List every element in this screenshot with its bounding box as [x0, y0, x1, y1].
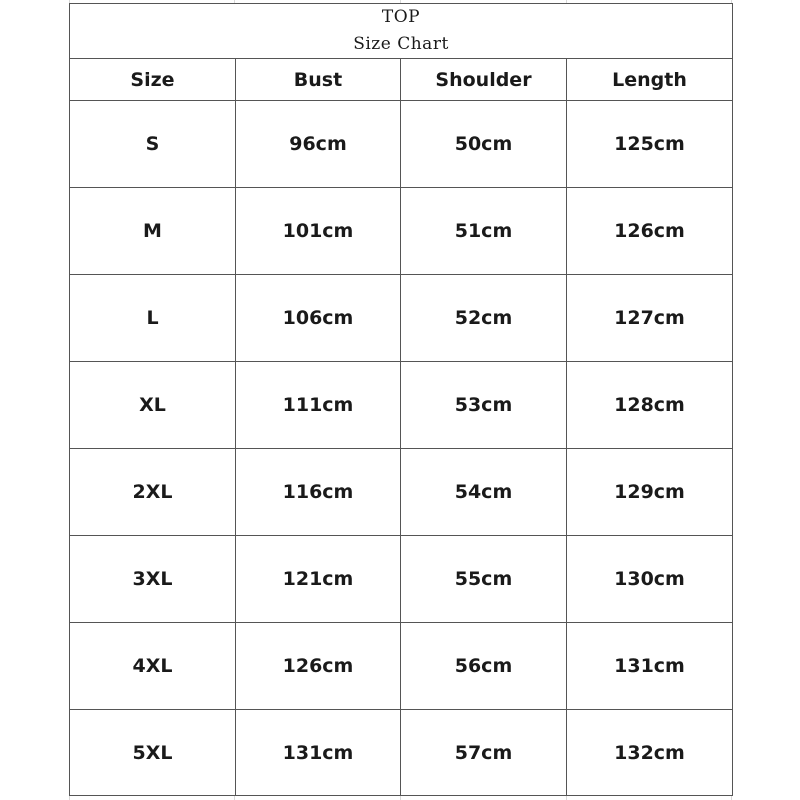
- shoulder-cell: 57cm: [401, 710, 567, 796]
- table-row: [70, 362, 733, 449]
- length-cell: 128cm: [567, 362, 733, 449]
- table-row: [70, 101, 733, 188]
- bust-cell: 126cm: [236, 623, 401, 710]
- size-chart-table: [69, 3, 733, 796]
- length-cell: 126cm: [567, 188, 733, 275]
- shoulder-cell: 54cm: [401, 449, 567, 536]
- table-row: [70, 623, 733, 710]
- bust-cell: 96cm: [236, 101, 401, 188]
- table-row: [70, 188, 733, 275]
- chart-title: TOP: [381, 7, 421, 27]
- size-cell: 2XL: [70, 449, 236, 536]
- bust-cell: 101cm: [236, 188, 401, 275]
- length-cell: 127cm: [567, 275, 733, 362]
- length-cell: 125cm: [567, 101, 733, 188]
- length-cell: 130cm: [567, 536, 733, 623]
- shoulder-cell: 56cm: [401, 623, 567, 710]
- table-row: [70, 449, 733, 536]
- size-cell: 5XL: [70, 710, 236, 796]
- bust-cell: 106cm: [236, 275, 401, 362]
- shoulder-cell: 55cm: [401, 536, 567, 623]
- shoulder-cell: 50cm: [401, 101, 567, 188]
- size-cell: L: [70, 275, 236, 362]
- column-header-length: Length: [567, 59, 733, 101]
- bust-cell: 121cm: [236, 536, 401, 623]
- table-row: [70, 710, 733, 796]
- length-cell: 131cm: [567, 623, 733, 710]
- column-header-size: Size: [70, 59, 236, 101]
- chart-title-cell: [70, 4, 733, 59]
- chart-subtitle: Size Chart: [353, 34, 449, 54]
- size-cell: XL: [70, 362, 236, 449]
- length-cell: 129cm: [567, 449, 733, 536]
- length-cell: 132cm: [567, 710, 733, 796]
- table-row: [70, 275, 733, 362]
- shoulder-cell: 53cm: [401, 362, 567, 449]
- shoulder-cell: 51cm: [401, 188, 567, 275]
- bust-cell: 131cm: [236, 710, 401, 796]
- table-row: [70, 536, 733, 623]
- size-cell: 3XL: [70, 536, 236, 623]
- shoulder-cell: 52cm: [401, 275, 567, 362]
- size-cell: M: [70, 188, 236, 275]
- column-header-shoulder: Shoulder: [401, 59, 567, 101]
- bust-cell: 111cm: [236, 362, 401, 449]
- size-cell: S: [70, 101, 236, 188]
- column-header-bust: Bust: [236, 59, 401, 101]
- bust-cell: 116cm: [236, 449, 401, 536]
- size-cell: 4XL: [70, 623, 236, 710]
- column-header-row: [70, 59, 733, 101]
- edge-guides-bottom: [0, 796, 800, 800]
